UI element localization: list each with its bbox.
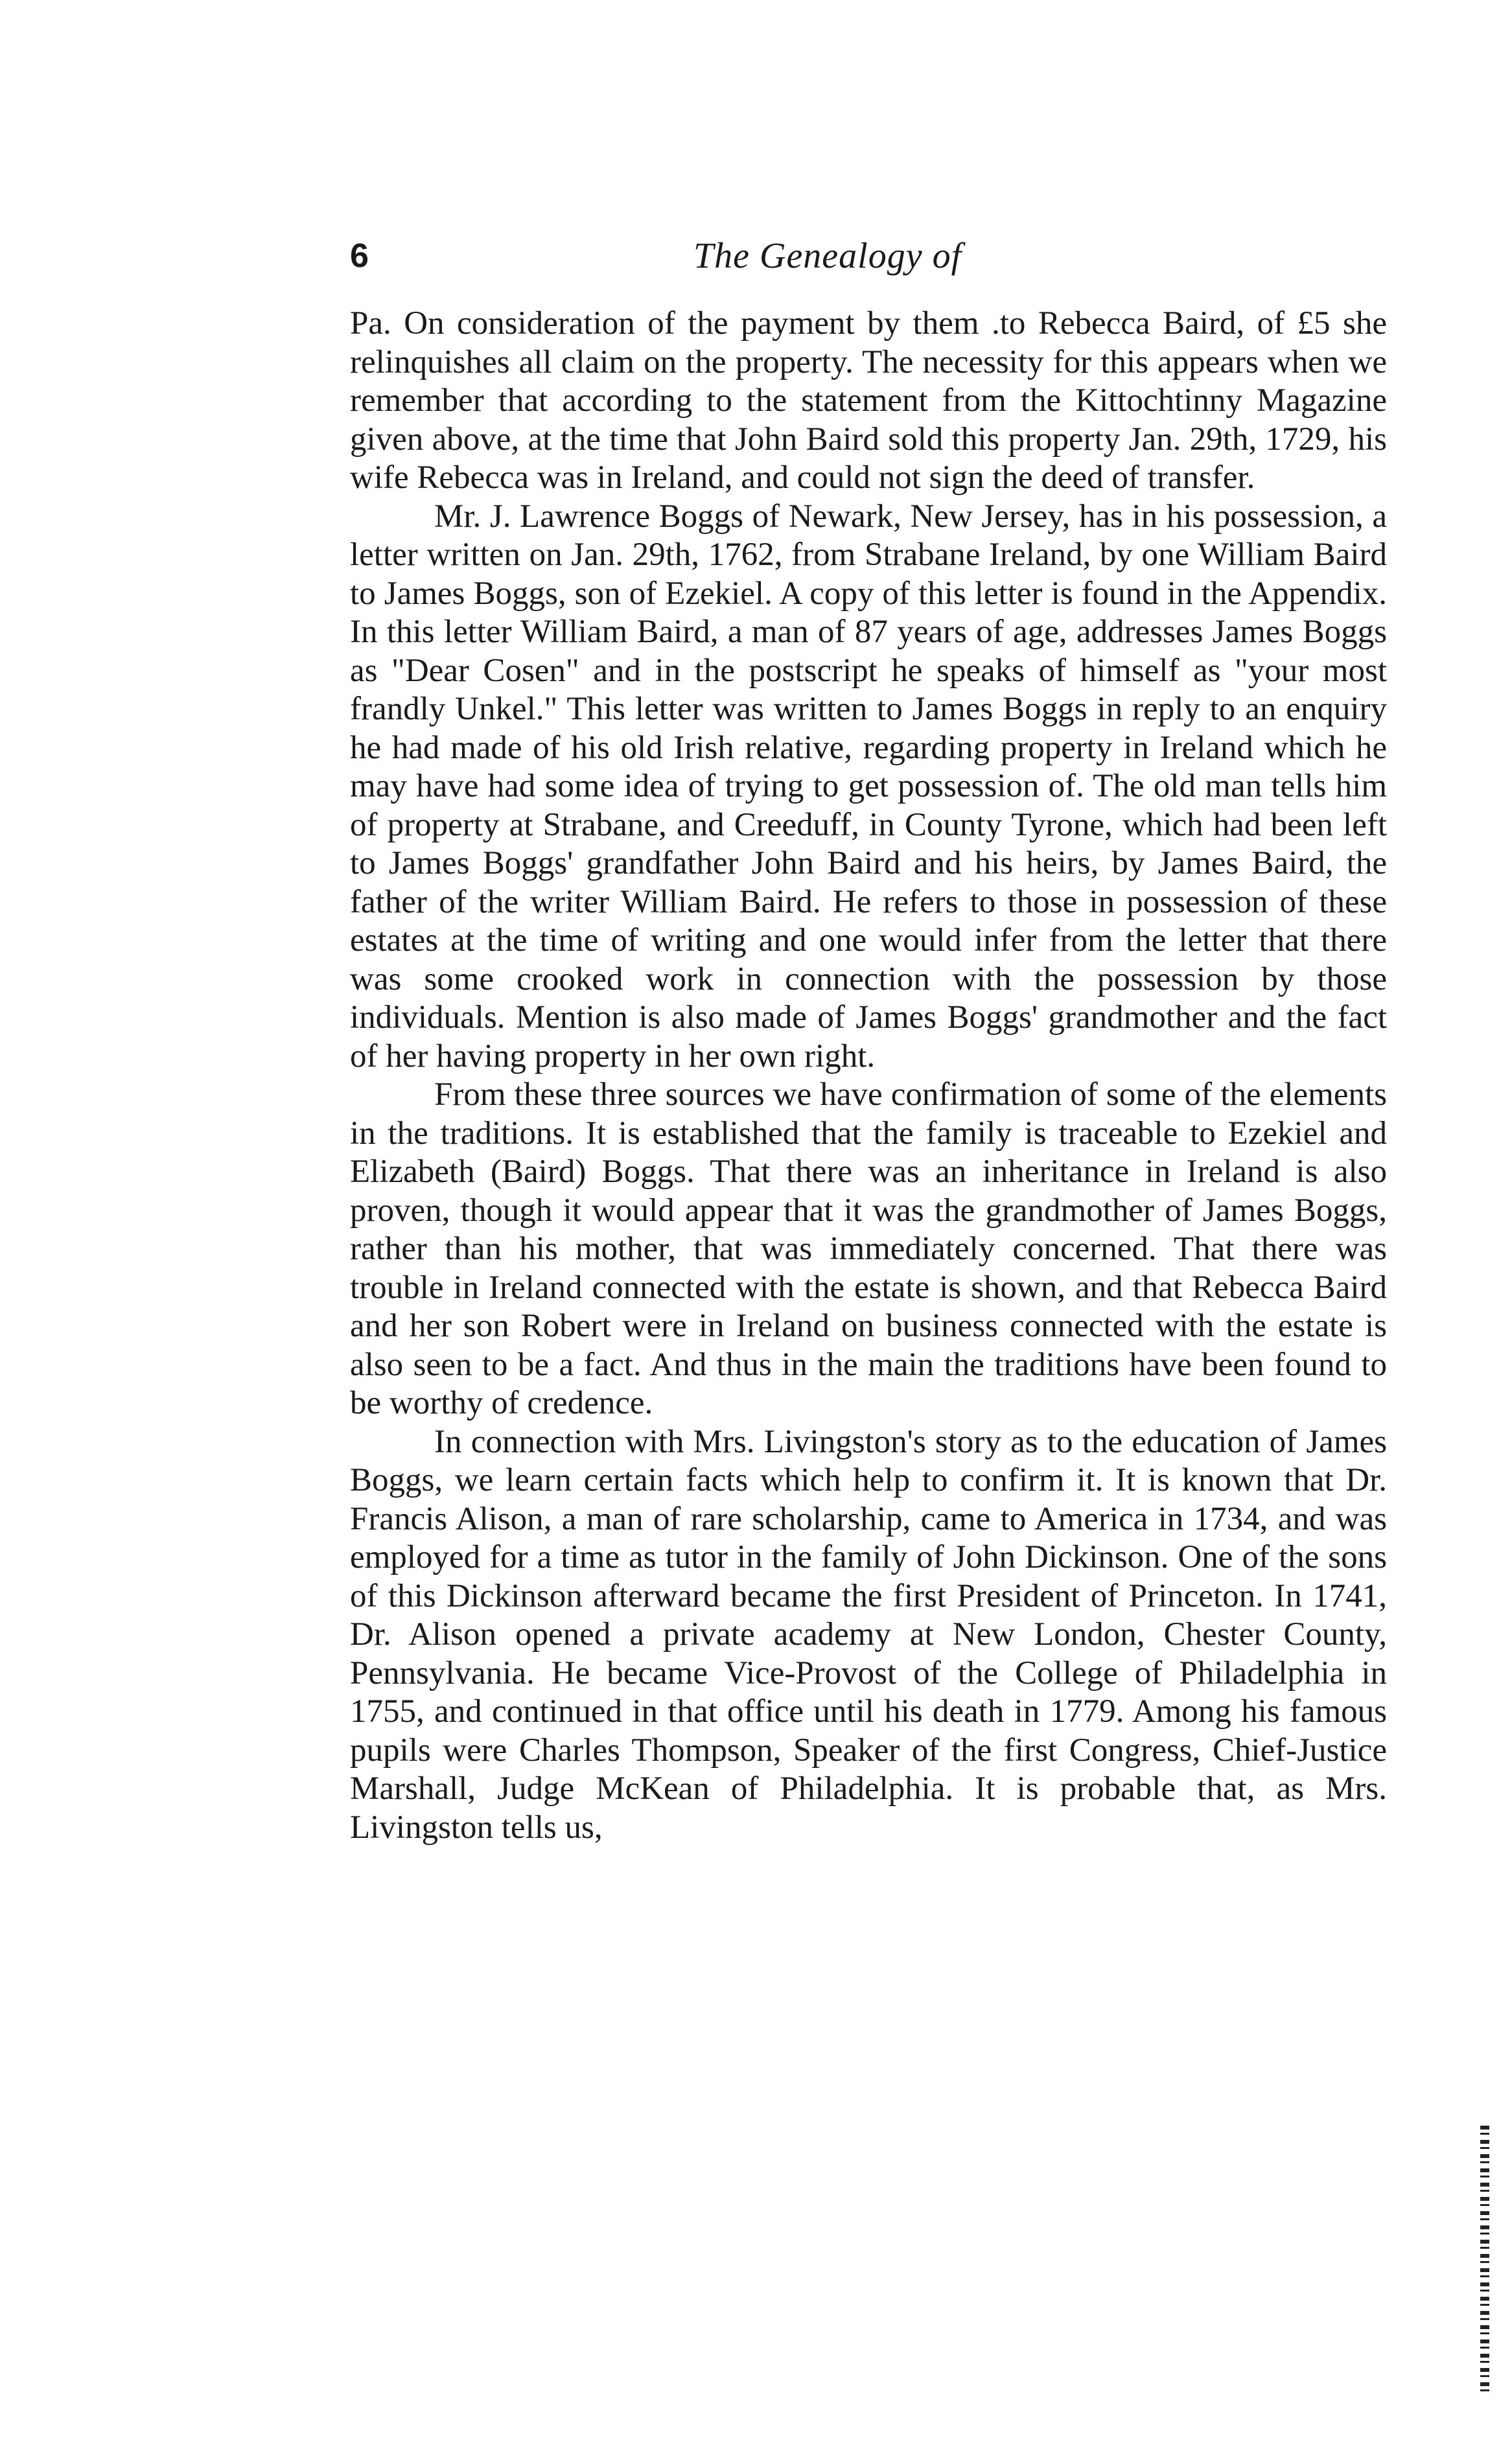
paragraph-confirmation: From these three sources we have confirmation of some of the elements in the traditions. It is established that the family is traceable to Ezekiel and Elizabeth (Baird) Boggs. That there was an inheritance in Ireland is also proven, though it would appear that it was the grandmother of James Boggs, rather than his mother, that was immediately concerned. That there was trouble in Ireland connected with the estate is shown, and that Rebecca Baird and her son Robert were in Ireland on business connected with the estate is also seen to be a fact. And thus in the main the traditions have been found to be worthy of credence. bbox=[350, 1076, 1387, 1421]
running-head bbox=[350, 230, 1387, 282]
paragraph-letter: Mr. J. Lawrence Boggs of Newark, New Jersey, has in his possession, a letter written on Jan. 29th, 1762, from Strabane Ireland, by one William Baird to James Boggs, son of Ezekiel. A copy of this letter is found in the Appendix. In this letter William Baird, a man of 87 years of age, addresses James Boggs as "Dear Cosen" and in the postscript he speaks of himself as "your most frandly Unkel." This letter was written to James Boggs in reply to an enquiry he had made of his old Irish relative, regarding property in Ireland which he may have had some idea of trying to get possession of. The old man tells him of property at Strabane, and Creeduff, in County Tyrone, which had been left to James Boggs' grandfather John Baird and his heirs, by James Baird, the father of the writer William Baird. He refers to those in possession of these estates at the time of writing and one would infer from the letter that there was some crooked work in connection with the possession by those individuals. Mention is also made of James Boggs' grandmother and the fact of her having property in her own right. bbox=[350, 498, 1387, 1074]
scan-edge-mark bbox=[1480, 2126, 1489, 2391]
paragraph-education: In connection with Mrs. Livingston's story as to the education of James Boggs, we learn certain facts which help to confirm it. It is known that Dr. Francis Alison, a man of rare scholarship, came to America in 1734, and was employed for a time as tutor in the family of John Dickinson. One of the sons of this Dickinson afterward became the first President of Princeton. In 1741, Dr. Alison opened a private academy at New London, Chester County, Pennsylvania. He became Vice-Provost of the College of Philadelphia in 1755, and continued in that office until his death in 1779. Among his famous pupils were Charles Thompson, Speaker of the first Congress, Chief-Justice Marshall, Judge McKean of Philadelphia. It is probable that, as Mrs. Livingston tells us, bbox=[350, 1423, 1387, 1846]
running-title: The Genealogy of bbox=[693, 236, 962, 276]
body-text bbox=[350, 305, 1387, 1847]
paragraph-continued: Pa. On consideration of the payment by them .to Rebecca Baird, of £5 she relinquishes all claim on the property. The necessity for this appears when we remember that according to the statement from the Kittochtinny Magazine given above, at the time that John Baird sold this property Jan. 29th, 1729, his wife Rebecca was in Ireland, and could not sign the deed of transfer. bbox=[350, 305, 1387, 496]
page-number: 6 bbox=[350, 237, 369, 275]
